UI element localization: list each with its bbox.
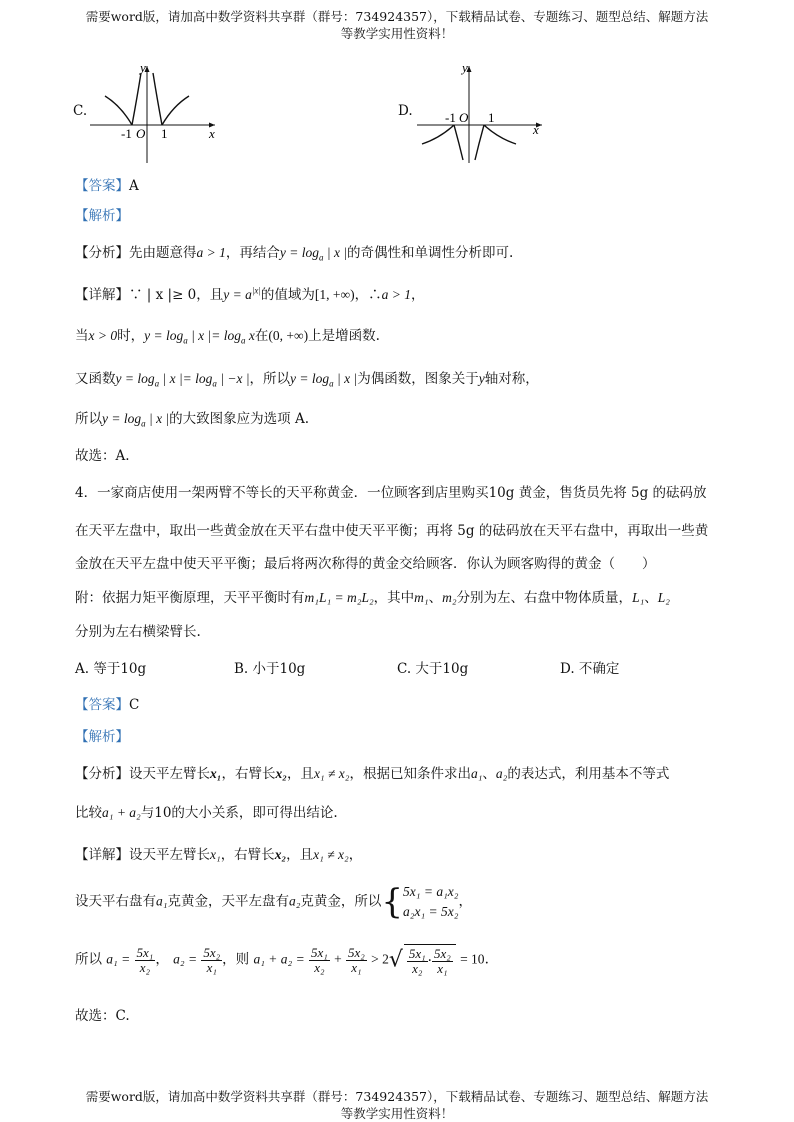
q4-stem-3: 金放在天平左盘中使天平平衡；最后将两次称得的黄金交给顾客．你认为顾客购得的黄金（ ） bbox=[75, 556, 656, 572]
text: 的奇偶性和单调性分析即可. bbox=[347, 245, 514, 261]
q4-choose: 故选：C. bbox=[75, 1008, 130, 1024]
c-tick-neg-one: -1 bbox=[121, 126, 132, 141]
math: | −x | bbox=[216, 371, 250, 386]
fraction bbox=[407, 947, 428, 976]
math: | x | bbox=[333, 371, 358, 386]
c-origin: O bbox=[136, 126, 146, 141]
text: 所以 bbox=[75, 411, 102, 427]
math: x₁ bbox=[210, 766, 222, 781]
math: a₂ = bbox=[173, 951, 198, 967]
math: y = log bbox=[102, 411, 142, 426]
math: a₂ bbox=[288, 893, 301, 909]
math-sub: a bbox=[183, 335, 188, 346]
fraction bbox=[135, 946, 156, 975]
math: a₁ + a₂ = bbox=[253, 951, 305, 967]
text: ， bbox=[410, 287, 425, 303]
math: [1, +∞) bbox=[314, 287, 355, 302]
text: . bbox=[484, 951, 489, 968]
fenxi-tag: 【分析】 bbox=[75, 766, 129, 782]
math: a₁ bbox=[470, 766, 483, 781]
answer-tag: 【答案】 bbox=[75, 697, 129, 713]
q3-detail-line-3 bbox=[75, 367, 539, 389]
system-brace: { bbox=[381, 882, 404, 922]
text: ，∴ bbox=[354, 287, 382, 303]
math-sub: a bbox=[318, 252, 324, 263]
math: x₁ ≠ x₂ bbox=[313, 847, 349, 862]
math-sub: a bbox=[212, 378, 217, 389]
text: 比较 bbox=[75, 805, 102, 821]
math: a > 1 bbox=[196, 245, 226, 260]
math: (0, +∞) bbox=[268, 328, 309, 343]
math: + bbox=[334, 951, 342, 967]
q4-detail-3 bbox=[75, 944, 489, 976]
system-eq-1: 5x₁ = a₁x₂ bbox=[403, 884, 459, 899]
math: | x | bbox=[145, 411, 170, 426]
text: 上是增函数. bbox=[308, 328, 380, 344]
text: ，右臂长 bbox=[220, 847, 275, 863]
text: 与10的大小关系，即可得出结论. bbox=[140, 805, 338, 821]
page-footer bbox=[0, 1088, 794, 1122]
math: a₂ bbox=[495, 766, 508, 781]
d-origin: O bbox=[459, 110, 469, 125]
math: a₁ = bbox=[106, 951, 131, 967]
d-y-label: y bbox=[462, 60, 468, 75]
q4-detail-1 bbox=[75, 843, 362, 863]
text: 的大致图象应为选项 A. bbox=[169, 411, 309, 427]
math-sub: a bbox=[141, 418, 146, 429]
math: x₂ bbox=[274, 847, 287, 862]
answer-value: C bbox=[129, 697, 140, 713]
text: ， bbox=[348, 847, 363, 863]
text: 的值域为 bbox=[260, 287, 315, 303]
footer-line-2: 等教学实用性资料！ bbox=[340, 1106, 454, 1121]
frac-num: 5x₁ bbox=[408, 946, 426, 961]
q4-analysis-tag: 【解析】 bbox=[75, 729, 129, 745]
d-tick-neg-one: -1 bbox=[445, 110, 456, 125]
header-line-1: 需要word版，请加高中数学资料共享群（群号：734924357），下载精品试卷、专题练习、题型总结、解题方法 bbox=[85, 9, 709, 24]
text: 所以 bbox=[75, 951, 102, 968]
math: x₂ bbox=[275, 766, 287, 781]
text: 当 bbox=[75, 328, 89, 344]
option-a: A. 等于10g bbox=[75, 661, 147, 677]
q3-analysis-tag: 【解析】 bbox=[75, 208, 129, 224]
option-d: D. 不确定 bbox=[560, 661, 620, 677]
graph-option-c bbox=[85, 58, 225, 168]
fraction bbox=[309, 946, 330, 975]
text: 附：依据力矩平衡原理，天平平衡时有 bbox=[75, 590, 305, 606]
frac-num: 5x₂ bbox=[433, 946, 451, 961]
header-line-2: 等教学实用性资料！ bbox=[340, 26, 454, 41]
fraction bbox=[432, 947, 453, 976]
text: 克黄金，所以 bbox=[300, 893, 382, 910]
frac-den: x₂ bbox=[412, 961, 423, 976]
math: x > 0 bbox=[88, 328, 118, 343]
answer-tag: 【答案】 bbox=[75, 178, 129, 194]
frac-den: x₁ bbox=[437, 961, 448, 976]
text: ， bbox=[458, 893, 472, 910]
text: ， bbox=[155, 951, 169, 968]
text: 、 bbox=[482, 766, 496, 782]
math: x₁ ≠ x₂ bbox=[313, 766, 350, 781]
text: ∵ | x |≥ 0，且 bbox=[129, 287, 224, 303]
q3-fenxi bbox=[75, 241, 513, 263]
math: m₂ bbox=[442, 590, 457, 605]
text: ，右臂长 bbox=[221, 766, 276, 782]
sqrt-body bbox=[404, 944, 456, 976]
text: 轴对称， bbox=[484, 371, 539, 387]
q4-fenxi-1 bbox=[75, 762, 669, 782]
text: 为偶函数，图象关于 bbox=[357, 371, 479, 387]
q3-detail-line-4 bbox=[75, 407, 309, 429]
c-tick-one: 1 bbox=[161, 126, 168, 141]
math-sup: |x| bbox=[251, 285, 261, 296]
frac-num: 5x₂ bbox=[348, 944, 365, 960]
math: | x | bbox=[323, 245, 348, 260]
q4-answer bbox=[75, 693, 139, 713]
q3-detail-line-1 bbox=[75, 283, 424, 303]
text: ，所以 bbox=[249, 371, 291, 387]
q3-choose: 故选：A. bbox=[75, 448, 130, 464]
text: ，且 bbox=[286, 847, 314, 863]
graph-option-d bbox=[412, 58, 552, 168]
option-c: C. 大于10g bbox=[397, 661, 469, 677]
frac-den: x₂ bbox=[314, 959, 325, 975]
q4-note-1 bbox=[75, 586, 670, 606]
q4-note-2: 分别为左右横梁臂长. bbox=[75, 624, 201, 640]
math: y = log bbox=[115, 371, 155, 386]
math: y = log bbox=[144, 328, 184, 343]
math: L₂ bbox=[657, 590, 670, 605]
math-sub: a bbox=[329, 378, 334, 389]
frac-num: 5x₂ bbox=[203, 944, 221, 960]
text: 时， bbox=[117, 328, 145, 344]
text: 设天平右盘有 bbox=[75, 893, 156, 910]
text: 在 bbox=[254, 328, 269, 344]
text: 又函数 bbox=[75, 371, 116, 387]
math: a₁ bbox=[156, 893, 168, 909]
text: ，根据已知条件求出 bbox=[349, 766, 471, 782]
text: 、 bbox=[644, 590, 658, 606]
detail-tag: 【详解】 bbox=[75, 287, 129, 303]
text: ，再结合 bbox=[225, 245, 280, 261]
math: > 2 bbox=[371, 951, 389, 967]
math: | x |= log bbox=[187, 328, 241, 343]
fraction bbox=[201, 946, 222, 975]
math: x₁ bbox=[210, 847, 221, 862]
equation-system bbox=[403, 882, 458, 922]
text: 设天平左臂长 bbox=[129, 847, 210, 863]
detail-tag: 【详解】 bbox=[75, 847, 129, 863]
text: 、 bbox=[428, 590, 443, 606]
frac-num: 5x₁ bbox=[310, 944, 328, 960]
system-eq-2: a₂x₁ = 5x₂ bbox=[403, 904, 459, 919]
math-sub: a bbox=[154, 378, 160, 389]
q4-stem-1: 4．一家商店使用一架两臂不等长的天平称黄金．一位顾客到店里购买10g 黄金，售货员先将 5g 的砝码放 bbox=[75, 485, 707, 501]
text: 的表达式，利用基本不等式 bbox=[507, 766, 670, 782]
footer-line-1: 需要word版，请加高中数学资料共享群（群号：734924357），下载精品试卷、专题练习、题型总结、解题方法 bbox=[85, 1089, 709, 1104]
text: 设天平左臂长 bbox=[129, 766, 210, 782]
page-header bbox=[0, 8, 794, 42]
frac-num: 5x₁ bbox=[136, 944, 154, 960]
option-b: B. 小于10g bbox=[234, 661, 306, 677]
math: = 10 bbox=[460, 951, 485, 967]
q4-options bbox=[75, 657, 775, 677]
c-x-label: x bbox=[209, 126, 215, 141]
text: ，其中 bbox=[373, 590, 415, 606]
math: a > 1 bbox=[381, 287, 411, 302]
math: · bbox=[427, 953, 432, 969]
option-d-label: D. bbox=[398, 103, 413, 119]
math: L₁ bbox=[632, 590, 645, 605]
frac-den: x₂ bbox=[139, 959, 151, 975]
math: y bbox=[478, 371, 485, 386]
d-x-label: x bbox=[533, 122, 539, 137]
c-y-label: y bbox=[140, 60, 146, 75]
text: ，则 bbox=[222, 951, 250, 968]
text: 先由题意得 bbox=[129, 245, 197, 261]
frac-den: x₁ bbox=[351, 959, 362, 975]
sqrt-sign: √ bbox=[388, 947, 403, 973]
math: y = log bbox=[290, 371, 330, 386]
q3-answer bbox=[75, 174, 139, 194]
q4-detail-2 bbox=[75, 882, 472, 922]
text: ，且 bbox=[286, 766, 314, 782]
math: x bbox=[245, 328, 255, 343]
fraction bbox=[346, 946, 367, 975]
math: a₁ + a₂ bbox=[102, 805, 141, 820]
q4-stem-2: 在天平左盘中，取出一些黄金放在天平右盘中使天平平衡；再将 5g 的砝码放在天平右盘中，再取出一些黄 bbox=[75, 523, 709, 539]
math: m₁ bbox=[414, 590, 429, 605]
math: y = a bbox=[223, 287, 252, 302]
option-c-label: C. bbox=[73, 103, 88, 119]
q3-detail-line-2 bbox=[75, 324, 380, 346]
q4-fenxi-2 bbox=[75, 801, 338, 821]
math: | x |= log bbox=[159, 371, 213, 386]
frac-den: x₁ bbox=[206, 959, 217, 975]
math: y = log bbox=[279, 245, 319, 260]
text: 分别为左、右盘中物体质量， bbox=[456, 590, 633, 606]
text: 克黄金，天平左盘有 bbox=[167, 893, 289, 910]
math-sub: a bbox=[241, 335, 246, 346]
answer-value: A bbox=[129, 178, 139, 194]
d-tick-one: 1 bbox=[488, 110, 495, 125]
fenxi-tag: 【分析】 bbox=[75, 245, 129, 261]
math: m₁L₁ = m₂L₂ bbox=[304, 590, 374, 605]
